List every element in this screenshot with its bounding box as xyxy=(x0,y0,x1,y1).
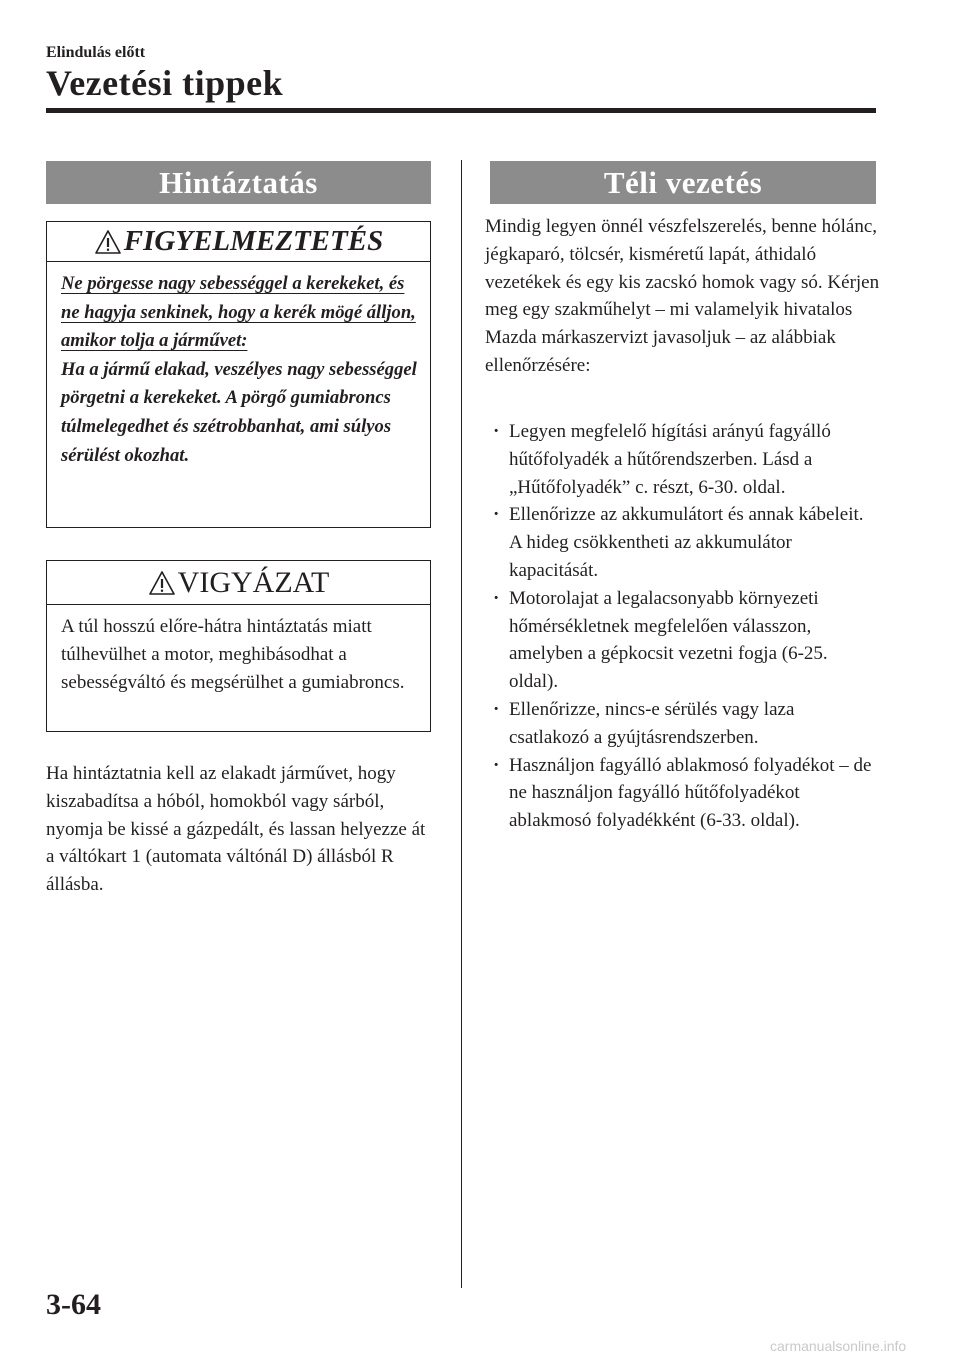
list-item: · Ellenőrizze az akkumulátort és annak kábeleit. A hideg csökkentheti az akkumulátor kapacitását. xyxy=(493,501,873,584)
caution-box xyxy=(46,560,431,732)
warning-triangle-icon xyxy=(94,229,122,255)
watermark: carmanualsonline.info xyxy=(770,1338,907,1354)
list-item: · Motorolajat a legalacsonyabb környezeti hőmérsékletnek megfelelően válasszon, amelyben a gépkocsit vezetni fogja (6-25. oldal). xyxy=(493,585,873,696)
warning-triangle-icon xyxy=(148,570,176,596)
warning-header xyxy=(47,222,430,262)
section-label: Elindulás előtt xyxy=(46,44,146,61)
list-item: · Használjon fagyálló ablakmosó folyadékot – de ne használjon fagyálló hűtőfolyadékot ablakmosó folyadékként (6-33. oldal). xyxy=(493,752,873,835)
list-item: · Legyen megfelelő hígítási arányú fagyálló hűtőfolyadék a hűtőrendszerben. Lásd a „Hűtőfolyadék” c. részt, 6-30. oldal. xyxy=(493,418,873,501)
column-divider xyxy=(461,160,462,1288)
rocking-paragraph: Ha hintáztatnia kell az elakadt járművet, hogy kiszabadítsa a hóból, homokból vagy sárból, nyomja be kissé a gázpedált, és lassan helyezze át a váltókart 1 (automata váltónál D) állásból R állásba. xyxy=(46,763,426,896)
warning-text xyxy=(61,270,423,470)
caution-header xyxy=(47,561,430,605)
winter-intro-paragraph: Mindig legyen önnél vészfelszerelés, benne hólánc, jégkaparó, tölcsér, kisméretű lapát, áthidaló vezetékek és egy kis zacskó homok vagy só. Kérjen meg egy szakműhelyt – mi valamelyik hivatalos Mazda márkaszervizt javasoljuk – az alábbiak ellenőrzésére: xyxy=(485,216,880,376)
winter-check-list xyxy=(493,418,873,835)
header-rule xyxy=(46,108,876,113)
warning-detail-text: Ha a jármű elakad, veszélyes nagy sebességgel pörgetni a kerekeket. A pörgő gumiabroncs túlmelegedhet és szétrobbanhat, ami súlyos sérülést okozhat. xyxy=(61,358,417,466)
section-banner-winter-driving: Téli vezetés xyxy=(490,161,876,204)
page-number: 3-64 xyxy=(46,1288,101,1321)
page-title: Vezetési tippek xyxy=(46,63,284,103)
warning-box xyxy=(46,221,431,528)
list-item: · Ellenőrizze, nincs-e sérülés vagy laza csatlakozó a gyújtásrendszerben. xyxy=(493,696,873,752)
warning-title: FIGYELMEZTETÉS xyxy=(123,225,384,257)
caution-text: A túl hosszú előre-hátra hintáztatás miatt túlhevülhet a motor, meghibásodhat a sebességváltó és megsérülhet a gumiabroncs. xyxy=(61,616,405,693)
section-banner-rocking: Hintáztatás xyxy=(46,161,431,204)
warning-underlined-text: Ne pörgesse nagy sebességgel a kerekeket, és ne hagyja senkinek, hogy a kerék mögé álljon, amikor tolja a járművet: xyxy=(61,273,416,352)
caution-title: VIGYÁZAT xyxy=(177,565,330,599)
